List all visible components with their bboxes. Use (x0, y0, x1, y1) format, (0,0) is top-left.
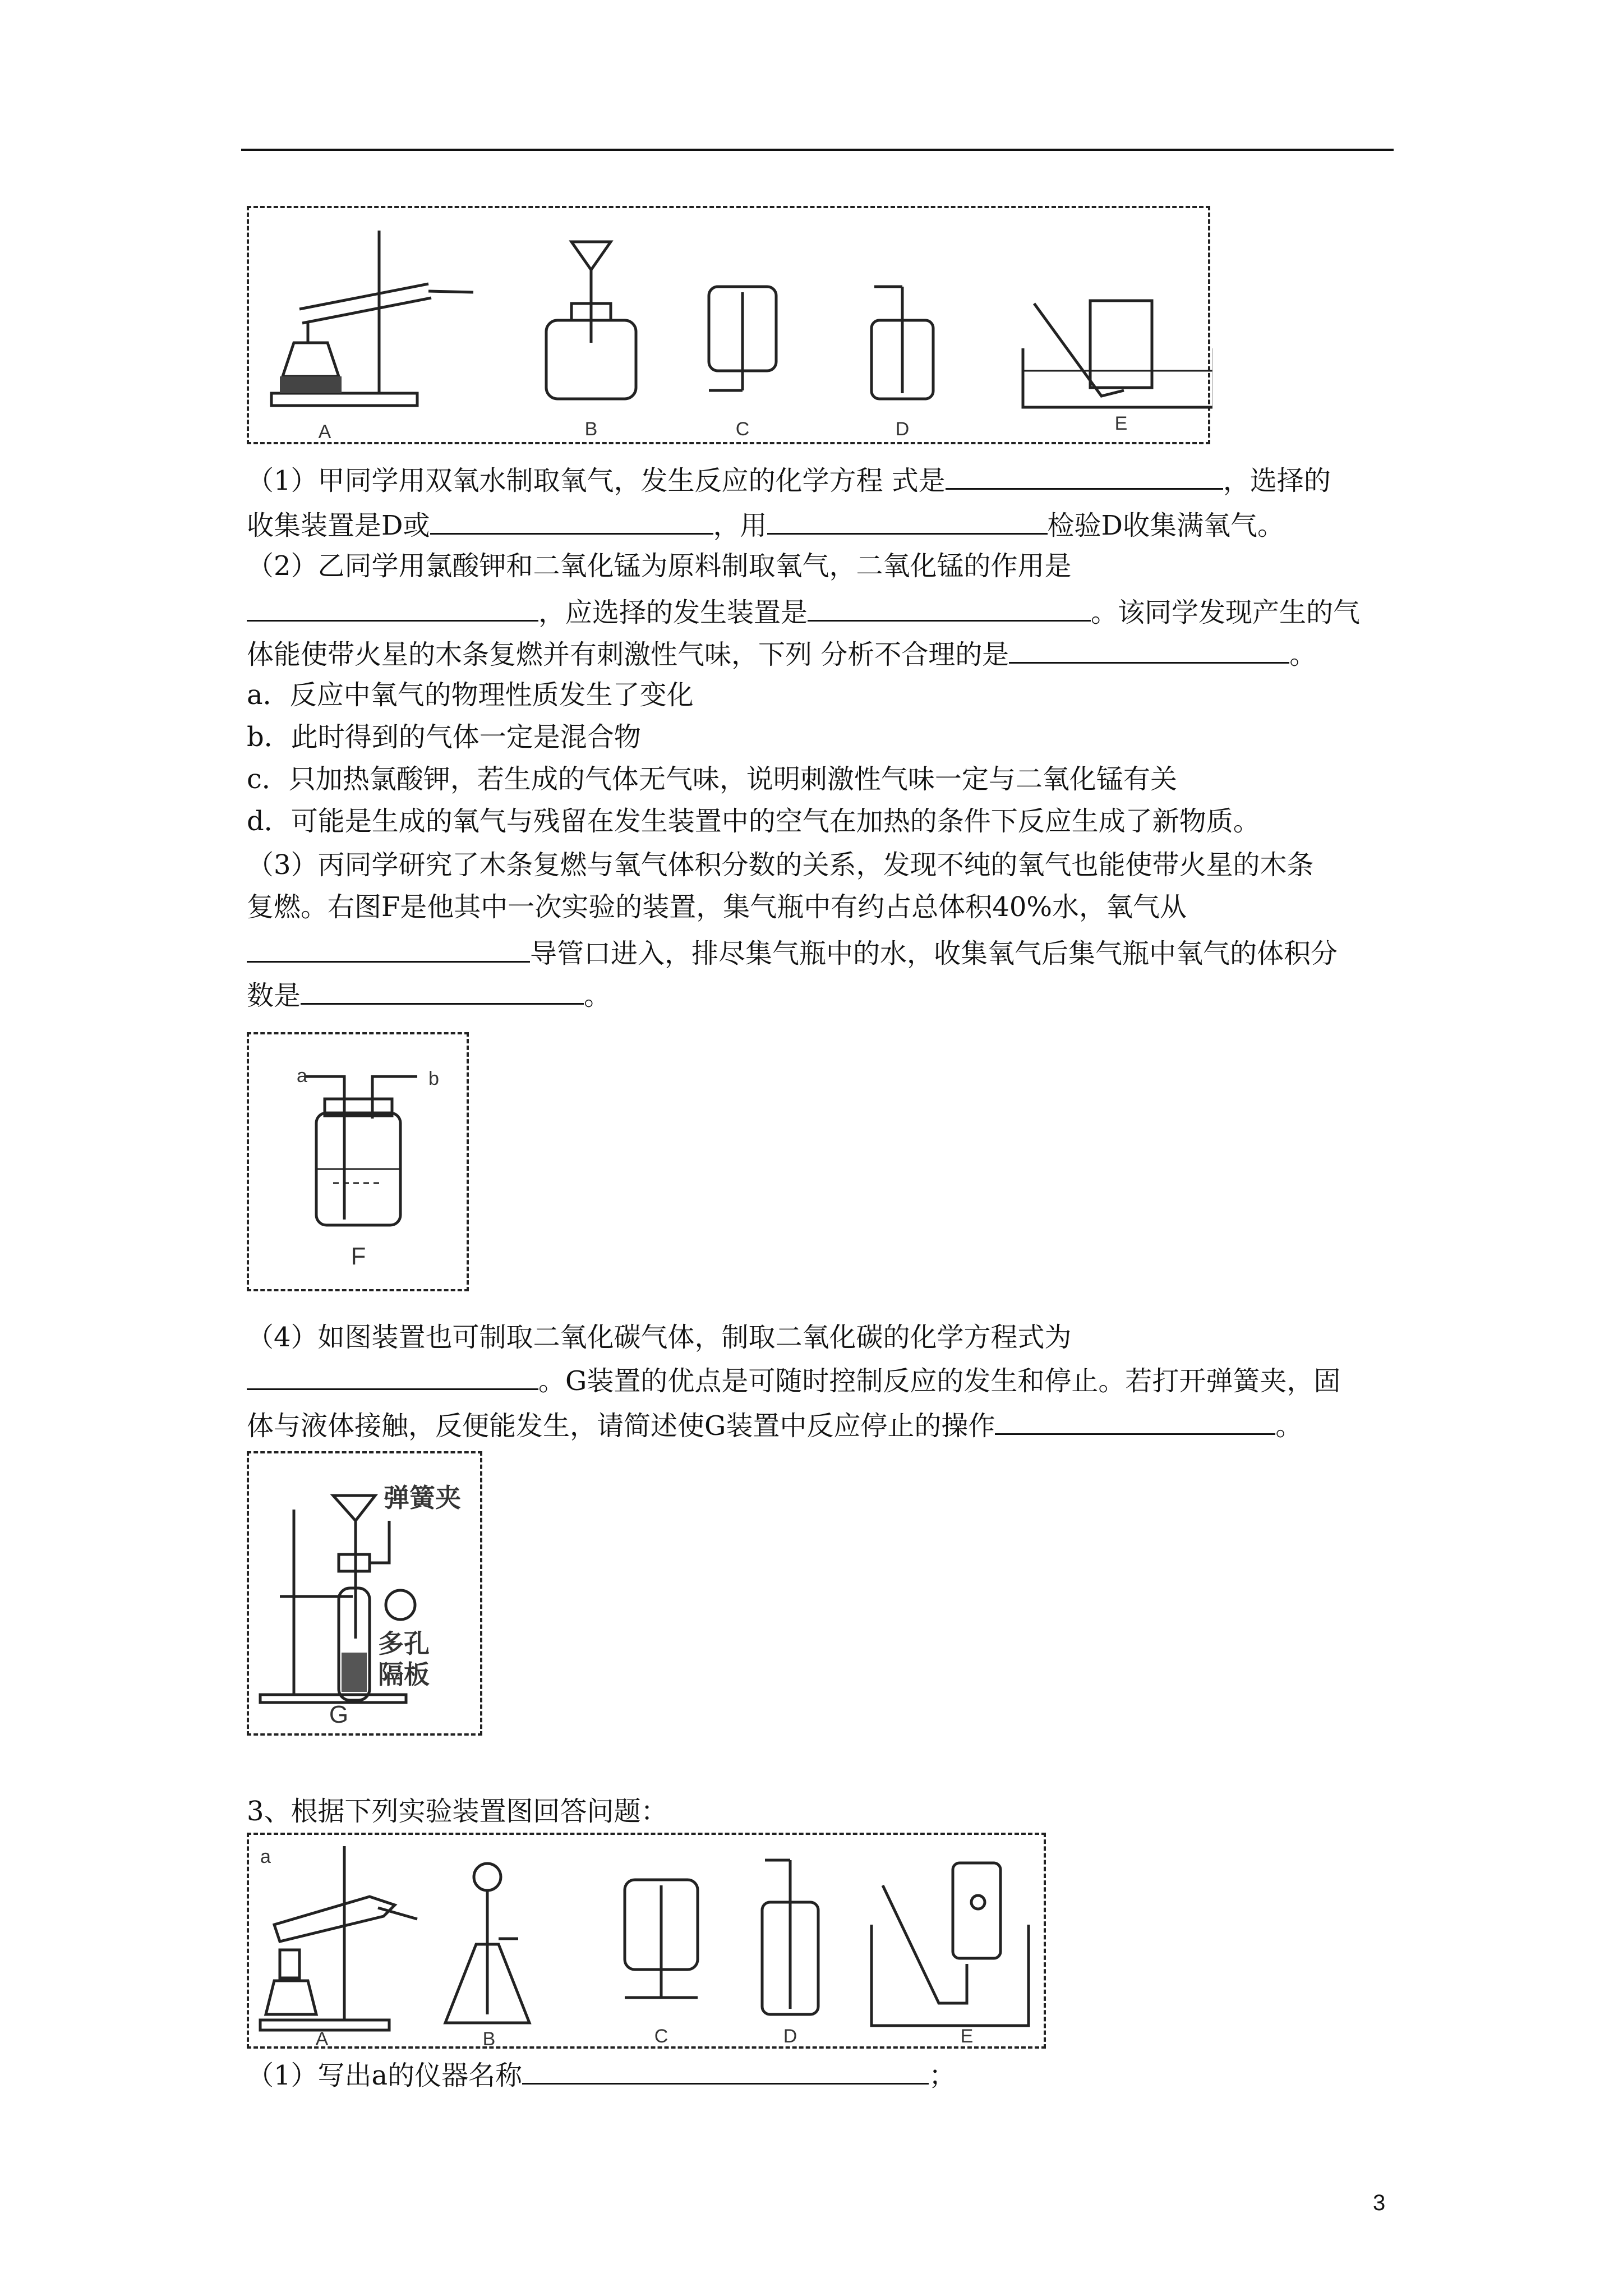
q2-p3-line1: （3）丙同学研究了木条复燃与氧气体积分数的关系，发现不纯的氧气也能使带火星的木条 (247, 849, 1314, 881)
fig-label-e: E (1114, 413, 1128, 434)
answer-blank[interactable] (995, 1406, 1275, 1435)
figure-f-gas-bottle (247, 1032, 469, 1291)
header-rule (241, 149, 1394, 151)
q2-p3-line4: 数是 。 (247, 976, 611, 1014)
fig-g-label: G (329, 1701, 349, 1728)
answer-blank[interactable] (247, 1361, 538, 1390)
g-apparatus-drawing (249, 1453, 485, 1738)
fig-g-plate-label-2: 隔板 (378, 1660, 430, 1689)
fig-label-c: C (735, 418, 750, 440)
q3-fig-label-a: A (315, 2028, 329, 2050)
q2-p2-line3: 体能使带火星的木条复燃并有刺激性气味，下列 分析不合理的是 。 (247, 635, 1316, 673)
answer-blank[interactable] (430, 506, 713, 535)
q2-p1-line1: （1）甲同学用双氧水制取氧气，发生反应的化学方程 式是 ，选择的 (247, 461, 1331, 499)
figure-q3-apparatus (247, 1833, 1046, 2049)
q2-option-b: b．此时得到的气体一定是混合物 (247, 721, 641, 753)
q2-p2-line2: ，应选择的发生装置是 。该同学发现产生的气 (247, 593, 1360, 631)
q2-option-c: c．只加热氯酸钾，若生成的气体无气味，说明刺激性气味一定与二氧化锰有关 (247, 763, 1177, 795)
q2-p4-line3: 体与液体接触，反便能发生，请简述使G装置中反应停止的操作 。 (247, 1406, 1302, 1444)
answer-blank[interactable] (1009, 635, 1289, 664)
q3-fig-label-d: D (783, 2026, 797, 2047)
apparatus-drawing (249, 208, 1212, 447)
q3-label-a: a (260, 1846, 271, 1867)
fig-f-label-a: a (297, 1065, 307, 1087)
answer-blank[interactable] (767, 506, 1048, 535)
answer-blank[interactable] (301, 976, 584, 1005)
page-number: 3 (1373, 2191, 1386, 2215)
q2-p3-line2: 复燃。右图F是他其中一次实验的装置，集气瓶中有约占总体积40%水，氧气从 (247, 891, 1187, 923)
q3-fig-label-c: C (654, 2026, 668, 2047)
answer-blank[interactable] (808, 593, 1091, 622)
answer-blank[interactable] (946, 461, 1223, 490)
fig-label-a: A (318, 421, 331, 443)
q2-option-d: d．可能是生成的氧气与残留在发生装置中的空气在加热的条件下反应生成了新物质。 (247, 806, 1260, 837)
q2-p2-line1: （2）乙同学用氯酸钾和二氧化锰为原料制取氧气，二氧化锰的作用是 (247, 550, 1072, 582)
q2-p1-line2: 收集装置是D或 ，用 检验D收集满氧气。 (247, 506, 1284, 544)
q2-p3-line3: 导管口进入，排尽集气瓶中的水，收集氧气后集气瓶中氧气的体积分 (247, 934, 1338, 972)
answer-blank[interactable] (247, 934, 530, 963)
q3-apparatus-drawing (249, 1835, 1048, 2051)
fig-label-b: B (584, 418, 598, 440)
fig-g-plate-label-1: 多孔 (378, 1629, 430, 1658)
q2-option-a: a．反应中氧气的物理性质发生了变化 (247, 679, 694, 711)
fig-label-d: D (895, 418, 910, 440)
fig-f-label: F (351, 1243, 366, 1270)
q2-p4-line2: 。G装置的优点是可随时控制反应的发生和停止。若打开弹簧夹，固 (247, 1361, 1340, 1399)
q3-fig-label-e: E (960, 2026, 974, 2047)
answer-blank[interactable] (247, 593, 538, 622)
fig-f-label-b: b (428, 1068, 439, 1089)
figure-g-apparatus (247, 1451, 482, 1736)
q3-fig-label-b: B (482, 2028, 496, 2050)
gas-bottle-drawing (249, 1034, 471, 1294)
figure-apparatus-a-e (247, 206, 1210, 444)
q3-heading: 3、根据下列实验装置图回答问题： (247, 1796, 668, 1827)
fig-g-clamp-label: 弹簧夹 (384, 1483, 461, 1512)
answer-blank[interactable] (522, 2056, 929, 2085)
q2-p4-line1: （4）如图装置也可制取二氧化碳气体，制取二氧化碳的化学方程式为 (247, 1322, 1072, 1353)
q3-p1: （1）写出a的仪器名称 ； (247, 2056, 956, 2093)
